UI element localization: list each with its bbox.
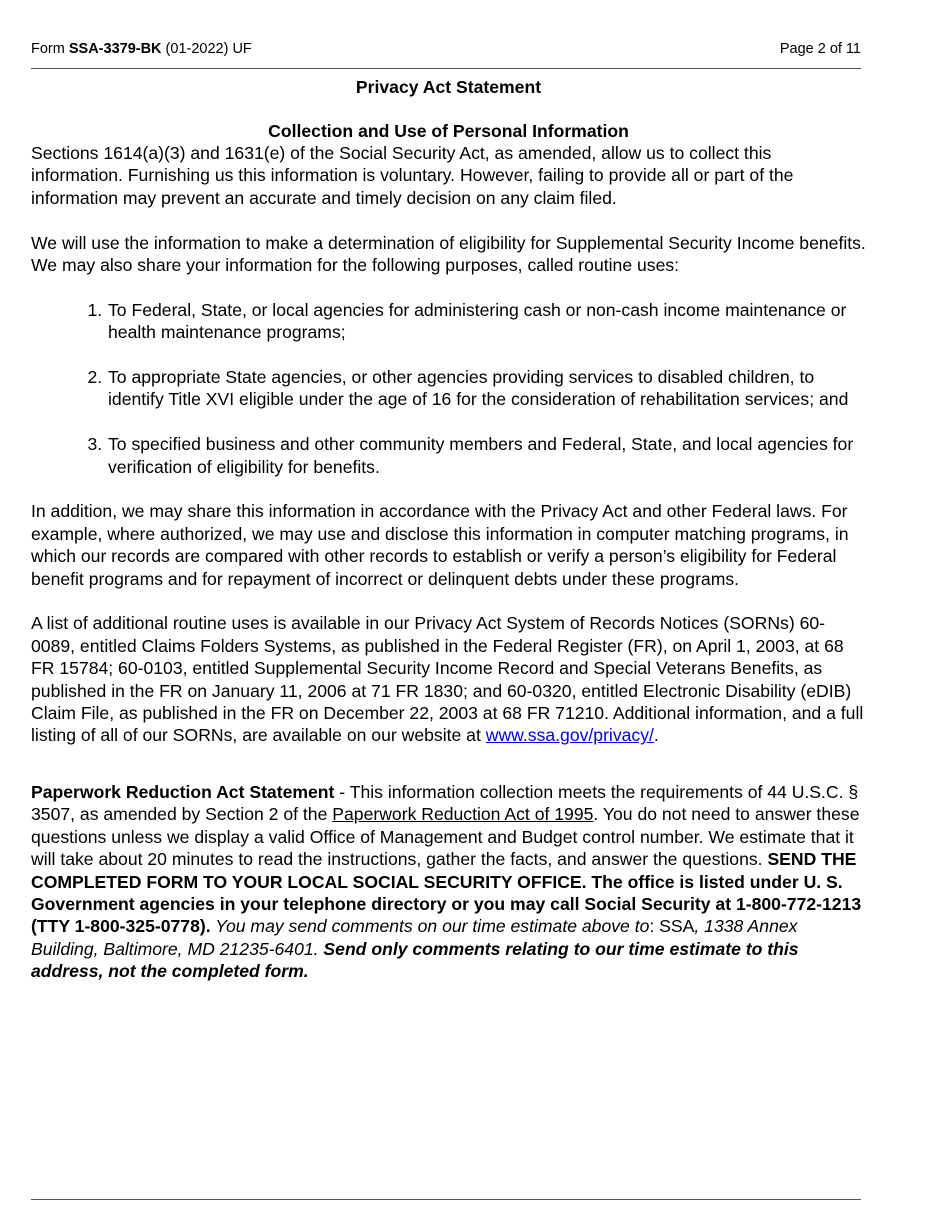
form-revision: (01-2022) UF [161,41,252,57]
paperwork-act-name: Paperwork Reduction Act of 1995 [332,804,594,825]
send-only-comments-note: Send only comments relating to our time estimate to this address, not the completed form. [31,938,799,982]
routine-uses-list [31,299,866,478]
privacy-paragraph-3: In addition, we may share this information in accordance with the Privacy Act and other Federal laws. For example, where authorized, we may use and disclose this information in computer matching programs, in which our records are compared with other records to establish or verify a person’s eligibility for Federal benefit programs and for repayment of incorrect or delinquent debts under these programs. [31,501,849,589]
ssa-address: 1338 Annex Building, Baltimore, MD 21235-6401 [31,916,798,959]
paperwork-reduction-statement [31,781,866,983]
page-number: Page 2 of 11 [779,41,861,57]
page-header [31,39,861,69]
privacy-website-link[interactable]: www.ssa.gov/privacy/ [485,725,654,746]
privacy-act-title: Privacy Act Statement [355,77,542,97]
address-period: . [313,938,319,959]
sorn-text: A list of additional routine uses is available in our Privacy Act System of Records Notices (SORNs) 60-0089, entitled Claims Folders Systems, as published in the Federal Register (FR), on April 1, 2003, at 68 FR 15784; 60-0103, entitled Supplemental Security Income Record and Special Veterans Benefits, as published in the FR on January 11, 2006 at 71 FR 1830; and 60-0320, entitled Electronic Disability (eDIB) Claim File, as published in the FR on December 22, 2003 at 68 FR 71210. Additional information, and a full listing of all of our SORNs, are available on our website at [31,613,864,746]
form-number: SSA-3379-BK [68,41,162,57]
footer-divider [31,1199,861,1200]
paperwork-text-1: - This information collection meets the requirements of 44 U.S.C. § 3507, as amended by Section 2 of the [31,781,859,825]
document-body [31,76,866,1005]
comments-note: You may send comments on our time estimate above to [210,916,650,937]
send-instructions: SEND THE COMPLETED FORM TO YOUR LOCAL SOCIAL SECURITY OFFICE. The office is listed under U. S. Government agencies in your telephone directory or you may call Social Security at 1-800-772-1213 (TTY 1-800-325-0778). [31,849,862,937]
sorn-period: . [653,725,659,746]
ssa-label: : SSA [649,916,695,937]
address-separator: , [694,916,705,937]
privacy-paragraph-2: We will use the information to make a determination of eligibility for Supplemental Security Income benefits. We may also share your information for the following purposes, called routine uses: [31,232,866,276]
routine-use-item: 1. To Federal, State, or local agencies for administering cash or non-cash income maintenance or health maintenance programs; [107,299,866,344]
paperwork-text-2: . You do not need to answer these questions unless we display a valid Office of Management and Budget control number. We estimate that it will take about 20 minutes to read the instructions, gather the facts, and answer the questions. [31,804,860,870]
form-prefix: Form [31,41,69,57]
routine-use-item: 2. To appropriate State agencies, or other agencies providing services to disabled children, to identify Title XVI eligible under the age of 16 for the consideration of rehabilitation services; and [107,366,866,411]
privacy-paragraph-1: Sections 1614(a)(3) and 1631(e) of the Social Security Act, as amended, allow us to collect this information. Furnishing us this information is voluntary. However, failing to provide all or part of the information may prevent an accurate and timely decision on any claim filed. [31,143,794,208]
privacy-paragraph-4 [31,612,866,746]
collection-subtitle: Collection and Use of Personal Information [268,121,629,141]
form-identifier [31,39,252,59]
routine-use-item: 3. To specified business and other community members and Federal, State, and local agencies for verification of eligibility for benefits. [107,433,866,478]
paperwork-heading: Paperwork Reduction Act Statement [31,781,335,802]
